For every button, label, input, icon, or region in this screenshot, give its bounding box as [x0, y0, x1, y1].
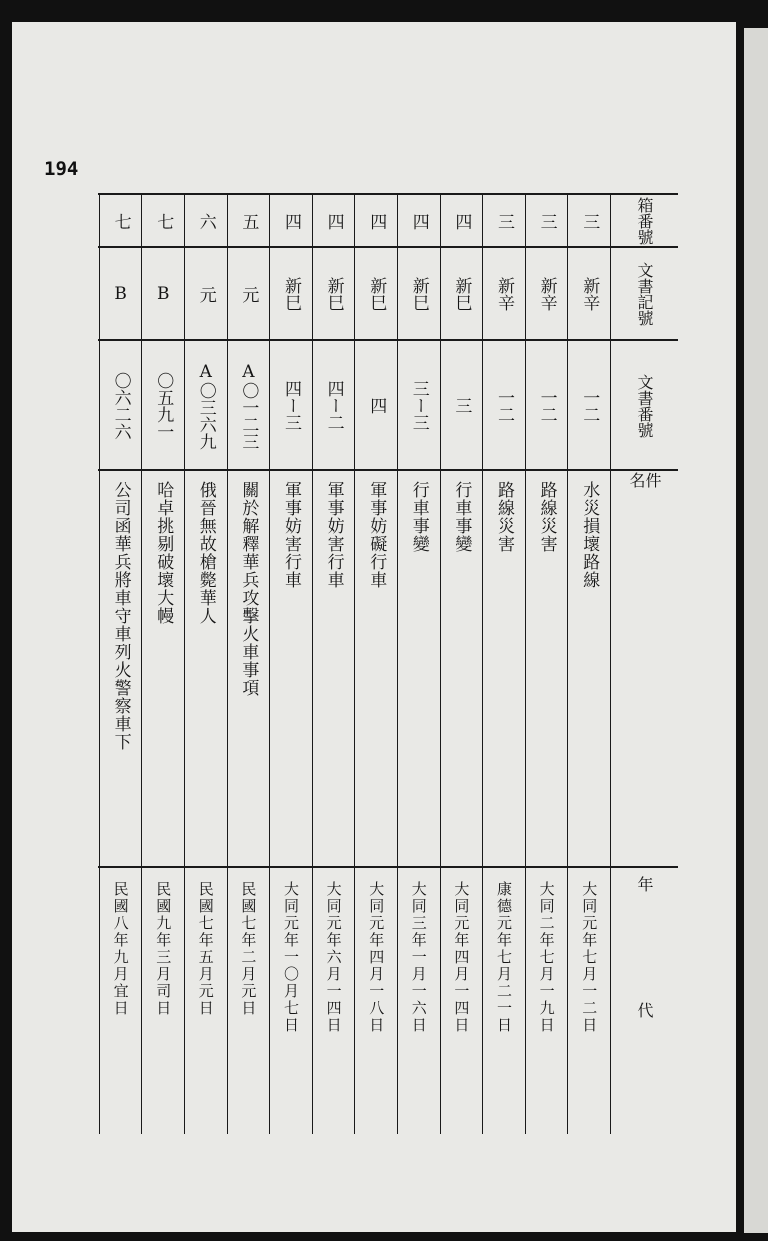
cell-box-no: 四 [323, 212, 344, 230]
cell-doc-code: 新辛 [536, 277, 557, 311]
cell-box-no: 五 [238, 212, 259, 230]
cell-doc-code: 元 [195, 285, 216, 303]
cell-box-no: 三 [493, 212, 514, 230]
cell-doc-code: 新巳 [451, 277, 472, 311]
cell-box-no: 七 [110, 212, 131, 230]
adjacent-page-edge [744, 28, 768, 1233]
cell-box-no: 三 [536, 212, 557, 230]
cell-doc-no: A〇三六九 [195, 361, 216, 450]
cell-date: 民國九年三月司日 [154, 881, 173, 1017]
cell-subject: 關於解釋華兵攻擊火車事項 [238, 481, 259, 697]
cell-doc-no: 三ー三 [408, 380, 429, 431]
cell-doc-no: 一二 [579, 388, 600, 423]
cell-doc-no: 四ー三 [280, 380, 301, 431]
header-doc-code: 文書記號 [635, 262, 654, 326]
cell-date: 民國七年五月元日 [196, 881, 215, 1017]
cell-date: 大同元年四月一八日 [367, 881, 386, 1034]
cell-doc-code: 新巳 [408, 277, 429, 311]
cell-doc-code: 元 [238, 285, 259, 303]
table-rule-1 [98, 246, 678, 248]
cell-date: 大同元年六月一四日 [324, 881, 343, 1034]
cell-date: 大同元年四月一四日 [452, 881, 471, 1034]
cell-subject: 行車事變 [451, 481, 472, 553]
cell-box-no: 六 [195, 212, 216, 230]
cell-doc-code: B [110, 284, 131, 304]
cell-subject: 路線災害 [536, 481, 557, 553]
cell-subject: 路線災害 [493, 481, 514, 553]
table-rule-2 [98, 339, 678, 341]
cell-doc-code: 新辛 [579, 277, 600, 311]
cell-subject: 軍事妨害行車 [323, 481, 344, 589]
cell-doc-code: 新辛 [493, 277, 514, 311]
cell-date: 大同元年七月一二日 [580, 881, 599, 1034]
cell-date: 大同二年七月一九日 [537, 881, 556, 1034]
cell-date: 大同元年一〇月七日 [281, 881, 300, 1034]
cell-doc-no: 一二 [493, 388, 514, 423]
cell-date: 民國八年九月宜日 [111, 881, 130, 1017]
column-separator [610, 193, 611, 1134]
cell-box-no: 四 [366, 212, 387, 230]
header-date: 年代 [635, 875, 654, 1128]
header-box-no: 箱番號 [635, 197, 654, 245]
cell-box-no: 四 [408, 212, 429, 230]
cell-doc-no: 一二 [536, 388, 557, 423]
cell-doc-code: 新巳 [366, 277, 387, 311]
cell-subject: 行車事變 [408, 481, 429, 553]
cell-date: 民國七年二月元日 [239, 881, 258, 1017]
cell-doc-code: 新巳 [323, 277, 344, 311]
cell-box-no: 三 [579, 212, 600, 230]
cell-doc-no: 四ー二 [323, 380, 344, 431]
cell-subject: 哈卓挑剔破壞大幔 [153, 481, 174, 625]
cell-doc-no: 三 [451, 397, 472, 414]
cell-doc-no: A〇一二三 [238, 361, 259, 450]
table-rule-3 [98, 469, 678, 471]
table-rule-4 [98, 866, 678, 868]
page-number: 194 [44, 158, 79, 180]
cell-doc-code: B [153, 284, 174, 304]
cell-doc-code: 新巳 [280, 277, 301, 311]
cell-subject: 公司函華兵將車守車列火警察車下 [110, 481, 131, 751]
cell-doc-no: 〇五九一 [153, 371, 174, 440]
cell-box-no: 七 [153, 212, 174, 230]
table-rule-top [98, 193, 678, 195]
cell-subject: 俄晉無故槍斃華人 [195, 481, 216, 625]
cell-doc-no: 四 [366, 397, 387, 414]
cell-date: 康德元年七月二一日 [494, 881, 513, 1034]
cell-box-no: 四 [451, 212, 472, 230]
record-table [98, 193, 678, 1134]
cell-subject: 軍事妨害行車 [280, 481, 301, 589]
header-subject: 件名 [627, 472, 662, 688]
cell-box-no: 四 [280, 212, 301, 230]
cell-date: 大同三年一月一六日 [409, 881, 428, 1034]
header-doc-no: 文書番號 [635, 373, 654, 438]
cell-subject: 軍事妨礙行車 [366, 481, 387, 589]
cell-doc-no: 〇六二六 [110, 371, 131, 440]
cell-subject: 水災損壞路線 [579, 481, 600, 589]
